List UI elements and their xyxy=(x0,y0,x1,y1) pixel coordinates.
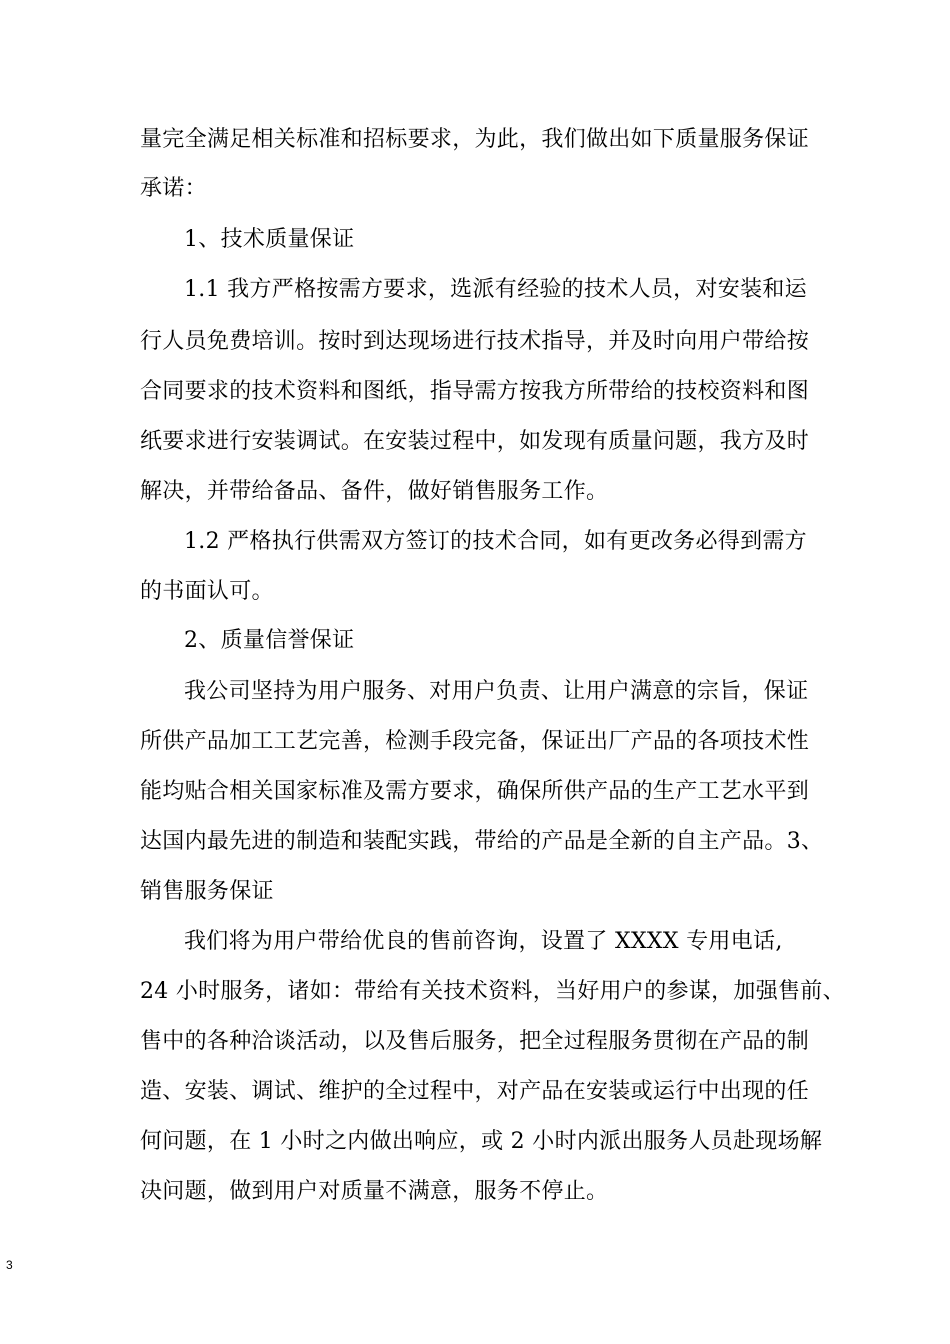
text-line: 我们将为用户带给优良的售前咨询，设置了 XXXX 专用电话, xyxy=(184,929,783,954)
section-heading: 销售服务保证 xyxy=(140,879,274,904)
text-line: 量完全满足相关标准和招标要求，为此，我们做出如下质量服务保证 xyxy=(140,127,810,152)
section-heading: 2、质量信誉保证 xyxy=(184,628,355,653)
text-line: 决问题，做到用户对质量不满意，服务不停止。 xyxy=(140,1179,609,1204)
text-line: 的书面认可。 xyxy=(140,579,274,604)
page-number: 3 xyxy=(6,1258,13,1272)
text-line: 达国内最先进的制造和装配实践，带给的产品是全新的自主产品。3、 xyxy=(140,829,824,854)
text-line: 承诺： xyxy=(140,176,207,201)
text-line: 解决，并带给备品、备件，做好销售服务工作。 xyxy=(140,479,609,504)
text-line: 24 小时服务，诸如：带给有关技术资料，当好用户的参谋，加强售前、 xyxy=(140,979,845,1004)
text-line: 合同要求的技术资料和图纸，指导需方按我方所带给的技校资料和图 xyxy=(140,379,810,404)
section-heading: 1、技术质量保证 xyxy=(184,227,355,252)
text-line: 我公司坚持为用户服务、对用户负责、让用户满意的宗旨，保证 xyxy=(184,679,809,704)
text-line: 造、安装、调试、维护的全过程中，对产品在安装或运行中出现的任 xyxy=(140,1079,810,1104)
text-line: 何问题，在 1 小时之内做出响应，或 2 小时内派出服务人员赴现场解 xyxy=(140,1129,823,1154)
text-line: 1.1 我方严格按需方要求，选派有经验的技术人员，对安装和运 xyxy=(184,277,807,302)
text-line: 1.2 严格执行供需双方签订的技术合同，如有更改务必得到需方 xyxy=(184,529,807,554)
text-line: 能均贴合相关国家标准及需方要求，确保所供产品的生产工艺水平到 xyxy=(140,779,810,804)
text-line: 纸要求进行安装调试。在安装过程中，如发现有质量问题，我方及时 xyxy=(140,429,810,454)
text-line: 所供产品加工工艺完善，检测手段完备，保证出厂产品的各项技术性 xyxy=(140,729,810,754)
text-line: 售中的各种洽谈活动，以及售后服务，把全过程服务贯彻在产品的制 xyxy=(140,1029,810,1054)
text-line: 行人员免费培训。按时到达现场进行技术指导，并及时向用户带给按 xyxy=(140,329,810,354)
